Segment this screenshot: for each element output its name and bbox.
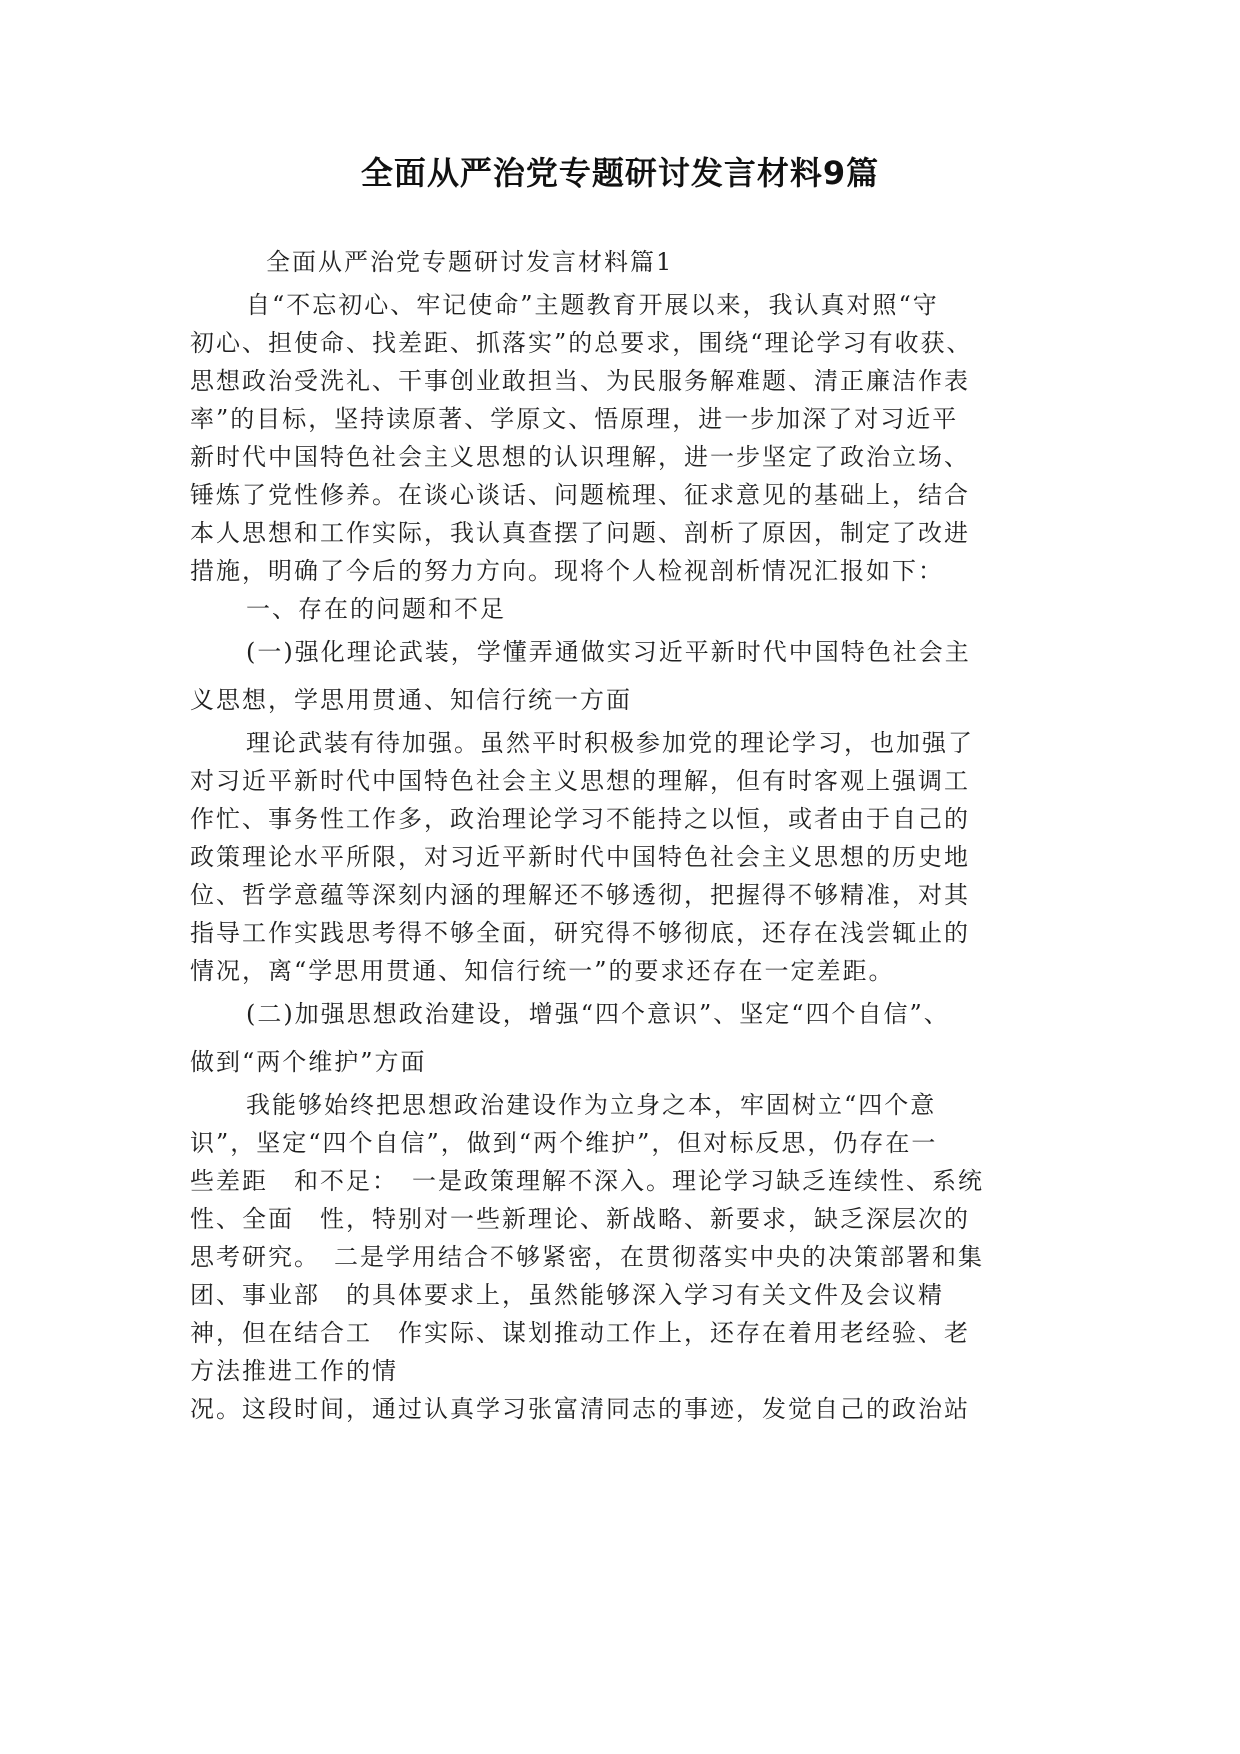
paragraph-line: 措施，明确了今后的努力方向。现将个人检视剖析情况汇报如下： xyxy=(190,557,944,585)
paragraph-line: 新时代中国特色社会主义思想的认识理解，进一步坚定了政治立场、 xyxy=(190,443,970,471)
paragraph-line: 识”，坚定“四个自信”，做到“两个维护”，但对标反思，仍存在一 xyxy=(190,1129,938,1157)
document-body xyxy=(190,238,1050,1428)
paragraph-line: 政策理论水平所限，对习近平新时代中国特色社会主义思想的历史地 xyxy=(190,843,970,871)
paragraph-line: 性、全面 性，特别对一些新理论、新战略、新要求，缺乏深层次的 xyxy=(190,1205,970,1233)
subsection-heading: (二)加强思想政治建设，增强“四个意识”、坚定“四个自信”、 xyxy=(246,1000,950,1028)
paragraph-line: 位、哲学意蕴等深刻内涵的理解还不够透彻，把握得不够精准，对其 xyxy=(190,881,970,909)
paragraph-line: 初心、担使命、找差距、抓落实”的总要求，围绕“理论学习有收获、 xyxy=(190,329,973,357)
paragraph-line: 思考研究。 二是学用结合不够紧密，在贯彻落实中央的决策部署和集 xyxy=(190,1243,984,1271)
paragraph-line: 神，但在结合工 作实际、谋划推动工作上，还存在着用老经验、老 xyxy=(190,1319,970,1347)
subsection-heading: 做到“两个维护”方面 xyxy=(190,1048,427,1076)
paragraph-line: 锤炼了党性修养。在谈心谈话、问题梳理、征求意见的基础上，结合 xyxy=(190,481,970,509)
subsection-heading: (一)强化理论武装，学懂弄通做实习近平新时代中国特色社会主 xyxy=(246,638,971,666)
paragraph-line: 自“不忘初心、牢记使命”主题教育开展以来，我认真对照“守 xyxy=(246,291,939,319)
section-subtitle: 全面从严治党专题研讨发言材料篇1 xyxy=(266,248,674,276)
paragraph-line: 况。这段时间，通过认真学习张富清同志的事迹，发觉自己的政治站 xyxy=(190,1395,970,1423)
paragraph-line: 方法推进工作的情 xyxy=(190,1357,398,1385)
paragraph-line: 对习近平新时代中国特色社会主义思想的理解，但有时客观上强调工 xyxy=(190,767,970,795)
paragraph-line: 些差距 和不足： 一是政策理解不深入。理论学习缺乏连续性、系统 xyxy=(190,1167,984,1195)
paragraph-line: 本人思想和工作实际，我认真查摆了问题、剖析了原因，制定了改进 xyxy=(190,519,970,547)
paragraph-line: 团、事业部 的具体要求上，虽然能够深入学习有关文件及会议精 xyxy=(190,1281,944,1309)
document-title: 全面从严治党专题研讨发言材料9篇 xyxy=(360,154,880,192)
paragraph-line: 作忙、事务性工作多，政治理论学习不能持之以恒，或者由于自己的 xyxy=(190,805,970,833)
paragraph-line: 我能够始终把思想政治建设作为立身之本，牢固树立“四个意 xyxy=(246,1091,937,1119)
paragraph-line: 率”的目标，坚持读原著、学原文、悟原理，进一步加深了对习近平 xyxy=(190,405,959,433)
paragraph-line: 情况，离“学思用贯通、知信行统一”的要求还存在一定差距。 xyxy=(190,957,895,985)
subsection-heading: 义思想，学思用贯通、知信行统一方面 xyxy=(190,686,632,714)
paragraph-line: 思想政治受洗礼、干事创业敢担当、为民服务解难题、清正廉洁作表 xyxy=(190,367,970,395)
paragraph-line: 理论武装有待加强。虽然平时积极参加党的理论学习，也加强了 xyxy=(246,729,974,757)
section-heading: 一、存在的问题和不足 xyxy=(246,595,506,623)
paragraph-line: 指导工作实践思考得不够全面，研究得不够彻底，还存在浅尝辄止的 xyxy=(190,919,970,947)
